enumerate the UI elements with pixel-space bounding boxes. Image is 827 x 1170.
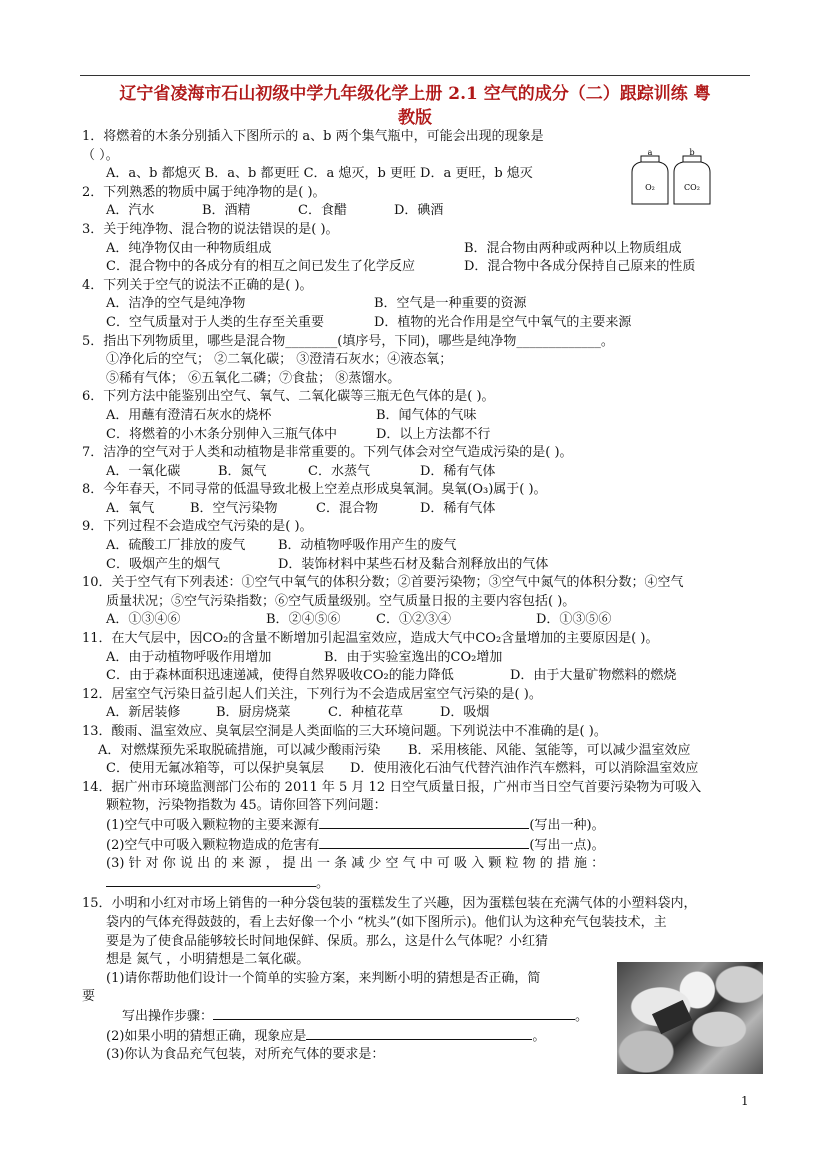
q9-option-c: C．吸烟产生的烟气 xyxy=(106,556,220,572)
flask-a-label: a xyxy=(647,148,653,157)
q13-option-a: A．对燃煤预先采取脱硫措施，可以减少酸雨污染 xyxy=(98,742,381,758)
q3-options-row2 xyxy=(82,258,750,277)
q13-stem: 13．酸雨、温室效应、臭氧层空洞是人类面临的三大环境问题。下列说法中不准确的是( )。 xyxy=(82,724,607,739)
q13-options-row2 xyxy=(82,760,750,779)
q2-option-c: C．食醋 xyxy=(298,203,347,219)
q8-options xyxy=(82,500,750,519)
q10-stem: 10．关于空气有下列表述：①空气中氧气的体积分数；②首要污染物；③空气中氮气的体积分数；④空气 xyxy=(82,575,684,591)
q11-options-row2 xyxy=(82,667,750,686)
q4-stem: 4．下列关于空气的说法不正确的是( )。 xyxy=(82,277,313,293)
q13-option-c: C．使用无氟冰箱等，可以保护臭氧层 xyxy=(106,761,324,777)
q6-options-row2 xyxy=(82,426,750,445)
q14-part2-text: (2)空气中可吸入颗粒物造成的危害有 xyxy=(106,837,320,853)
q15-part2-end: 。 xyxy=(532,1028,546,1044)
q10-options xyxy=(82,611,750,630)
flask-b-label: b xyxy=(689,148,695,157)
q14-part3-text: (3) 针 对 你 说 出 的 来 源 ， 提 出 一 条 减 少 空 气 中 可 吸 入 颗 粒 物 的 措 施 ： xyxy=(106,856,605,872)
q12-option-b: B．厨房烧菜 xyxy=(216,705,291,721)
page-number: 1 xyxy=(741,1094,749,1108)
q1-options: A．a、b 都熄灭 B．a、b 都更旺 C．a 熄灭，b 更旺 D．a 更旺，b 熄灭 xyxy=(106,166,533,182)
q3-stem: 3．关于纯净物、混合物的说法错误的是( )。 xyxy=(82,221,339,237)
q6-option-b: B．闻气体的气味 xyxy=(376,407,477,423)
q7-option-c: C．水蒸气 xyxy=(308,463,370,479)
q12-stem: 12．居室空气污染日益引起人们关注，下列行为不会造成居室空气污染的是( )。 xyxy=(82,686,542,702)
q2-options xyxy=(82,202,750,221)
q12-option-c: C．种植花草 xyxy=(328,705,403,721)
q15-part1-continued: 要 xyxy=(82,989,96,1005)
q9-option-b: B．动植物呼吸作用产生的废气 xyxy=(278,538,457,554)
q5-stem: 5．指出下列物质里，哪些是混合物________(填序号，下同)，哪些是纯净物_____________。 xyxy=(82,333,614,349)
q13-option-b: B．采用核能、风能、氢能等，可以减少温室效应 xyxy=(408,742,691,758)
q9-options-row1 xyxy=(82,537,750,556)
q15-part3: (3)你认为食品充气包装，对所充气体的要求是： xyxy=(106,1047,385,1063)
q15-line4: 想是 氮气 ，小明猜想是二氧化碳。 xyxy=(106,952,310,968)
document-title xyxy=(80,82,750,130)
q8-option-a: A．氧气 xyxy=(106,500,155,516)
q6-option-d: D．以上方法都不行 xyxy=(376,426,491,442)
q14-answer-2[interactable] xyxy=(319,836,529,849)
q5-line1: ①净化后的空气； ②二氧化碳； ③澄清石灰水；④液态氧； xyxy=(106,352,453,368)
q15-part2-text: (2)如果小明的猜想正确，现象应是 xyxy=(106,1028,307,1044)
q4-option-a: A．洁净的空气是纯净物 xyxy=(106,296,246,312)
q14-part1-text: (1)空气中可吸入颗粒物的主要来源有 xyxy=(106,817,320,833)
q6-stem: 6．下列方法中能鉴别出空气、氧气、二氧化碳等三瓶无色气体的是( )。 xyxy=(82,389,495,405)
flask-b-gas: CO₂ xyxy=(684,183,700,192)
q10-option-c: C．①②③④ xyxy=(376,612,451,628)
q3-option-c: C．混合物中的各成分有的相互之间已发生了化学反应 xyxy=(106,259,415,275)
q11-stem: 11．在大气层中，因CO₂的含量不断增加引起温室效应，造成大气中CO₂含量增加的主要原因是( )。 xyxy=(82,631,659,647)
q14-part1 xyxy=(82,816,750,836)
q14-answer-1[interactable] xyxy=(319,816,529,829)
q11-option-c: C．由于森林面积迅速递减，使得自然界吸收CO₂的能力降低 xyxy=(106,668,454,684)
q4-option-b: B．空气是一种重要的资源 xyxy=(374,296,527,312)
q7-option-a: A．一氧化碳 xyxy=(106,463,181,479)
q1-stem: 1．将燃着的木条分别插入下图所示的 a、b 两个集气瓶中，可能会出现的现象是 xyxy=(82,129,544,144)
question-list xyxy=(82,128,750,1065)
q1-paren: （ ）。 xyxy=(82,147,119,163)
q14-part1-end: (写出一种)。 xyxy=(529,817,605,833)
q7-stem: 7．洁净的空气对于人类和动植物是非常重要的。下列气体会对空气造成污染的是( )。 xyxy=(82,445,573,461)
q13-option-d: D．使用液化石油气代替汽油作汽车燃料，可以消除温室效应 xyxy=(350,761,699,777)
q3-options-row1 xyxy=(82,240,750,259)
q2-option-a: A．汽水 xyxy=(106,203,155,219)
q8-option-c: C．混合物 xyxy=(316,500,378,516)
q15-answer-2[interactable] xyxy=(306,1027,532,1040)
q10-option-d: D．①③⑤⑥ xyxy=(536,612,612,628)
q6-option-a: A．用蘸有澄清石灰水的烧杯 xyxy=(106,407,272,423)
q2-option-b: B．酒精 xyxy=(202,203,251,219)
q9-option-d: D．装饰材料中某些石材及黏合剂释放出的气体 xyxy=(278,556,549,572)
q14-stem: 14．据广州市环境监测部门公布的 2011 年 5 月 12 日空气质量日报，广州市当日空气首要污染物为可吸入 xyxy=(82,779,702,795)
flask-a-gas: O₂ xyxy=(645,183,655,192)
q6-option-c: C．将燃着的小木条分别伸入三瓶气体中 xyxy=(106,426,337,442)
package-label-mark xyxy=(652,1000,692,1034)
q11-option-b: B．由于实验室逸出的CO₂增加 xyxy=(324,649,503,665)
q10-option-b: B．②④⑤⑥ xyxy=(266,612,341,628)
q11-option-d: D．由于大量矿物燃料的燃烧 xyxy=(510,668,677,684)
q15-steps-label: 写出操作步骤： xyxy=(122,1008,214,1024)
q12-option-d: D．吸烟 xyxy=(440,705,490,721)
title-line-2: 教版 xyxy=(398,108,432,128)
q15-part1: (1)请你帮助他们设计一个简单的实验方案，来判断小明的猜想是否正确，简 xyxy=(106,970,541,986)
q6-options-row1 xyxy=(82,407,750,426)
header-rule xyxy=(80,75,750,76)
q11-option-a: A．由于动植物呼吸作用增加 xyxy=(106,649,272,665)
q4-option-c: C．空气质量对于人类的生存至关重要 xyxy=(106,314,324,330)
q8-option-b: B．空气污染物 xyxy=(190,500,278,516)
title-line-1: 辽宁省凌海市石山初级中学九年级化学上册 2.1 空气的成分（二）跟踪训练 粤 xyxy=(119,84,711,104)
q15-steps-end: 。 xyxy=(575,1008,589,1024)
q14-stem-2: 颗粒物，污染物指数为 45。请你回答下列问题： xyxy=(106,798,387,814)
q8-option-d: D．稀有气体 xyxy=(420,500,496,516)
q15-answer-1[interactable] xyxy=(213,1007,575,1020)
q14-answer-3[interactable] xyxy=(106,874,316,887)
q3-option-b: B．混合物由两种或两种以上物质组成 xyxy=(464,240,682,256)
q14-part2-end: (写出一点)。 xyxy=(529,837,605,853)
q11-options-row1 xyxy=(82,649,750,668)
q7-option-d: D．稀有气体 xyxy=(420,463,496,479)
q2-option-d: D．碘酒 xyxy=(394,203,444,219)
q9-stem: 9．下列过程不会造成空气污染的是( )。 xyxy=(82,519,313,535)
q8-stem: 8．今年春天，不同寻常的低温导致北极上空差点形成臭氧洞。臭氧(O₃)属于( )。 xyxy=(82,482,547,498)
q5-line2: ⑤稀有气体； ⑥五氧化二磷；⑦食盐； ⑧蒸馏水。 xyxy=(106,370,401,386)
q12-options xyxy=(82,704,750,723)
q15-stem: 15．小明和小红对市场上销售的一种分袋包装的蛋糕发生了兴趣，因为蛋糕包装在充满气体的小塑料袋内， xyxy=(82,896,697,912)
q7-option-b: B．氮气 xyxy=(218,463,267,479)
q14-part3-end: 。 xyxy=(316,875,330,891)
q2-stem: 2．下列熟悉的物质中属于纯净物的是( )。 xyxy=(82,184,326,200)
q13-options-row1 xyxy=(82,742,750,761)
q3-option-d: D．混合物中各成分保持自己原来的性质 xyxy=(464,259,696,275)
q10-stem-2: 质量状况；⑤空气污染指数；⑥空气质量级别。空气质量日报的主要内容包括( )。 xyxy=(106,593,576,609)
q3-option-a: A．纯净物仅由一种物质组成 xyxy=(106,240,272,256)
q4-option-d: D．植物的光合作用是空气中氧气的主要来源 xyxy=(374,314,632,330)
q14-part3 xyxy=(82,874,750,894)
q9-option-a: A．硫酸工厂排放的废气 xyxy=(106,538,246,554)
q10-option-a: A．①③④⑥ xyxy=(106,612,181,628)
q7-options xyxy=(82,463,750,482)
q9-options-row2 xyxy=(82,556,750,575)
cake-package-photo xyxy=(617,962,763,1074)
q15-line3: 要是为了使食品能够较长时间地保鲜、保质。那么，这是什么气体呢？小红猜 xyxy=(106,933,549,949)
q12-option-a: A．新居装修 xyxy=(106,705,181,721)
q4-options-row2 xyxy=(82,314,750,333)
q15-line2: 袋内的气体充得鼓鼓的，看上去好像一个小 “枕头”(如下图所示)。他们认为这种充气包装技术，主 xyxy=(106,914,667,930)
q14-part2 xyxy=(82,836,750,856)
q4-options-row1 xyxy=(82,295,750,314)
